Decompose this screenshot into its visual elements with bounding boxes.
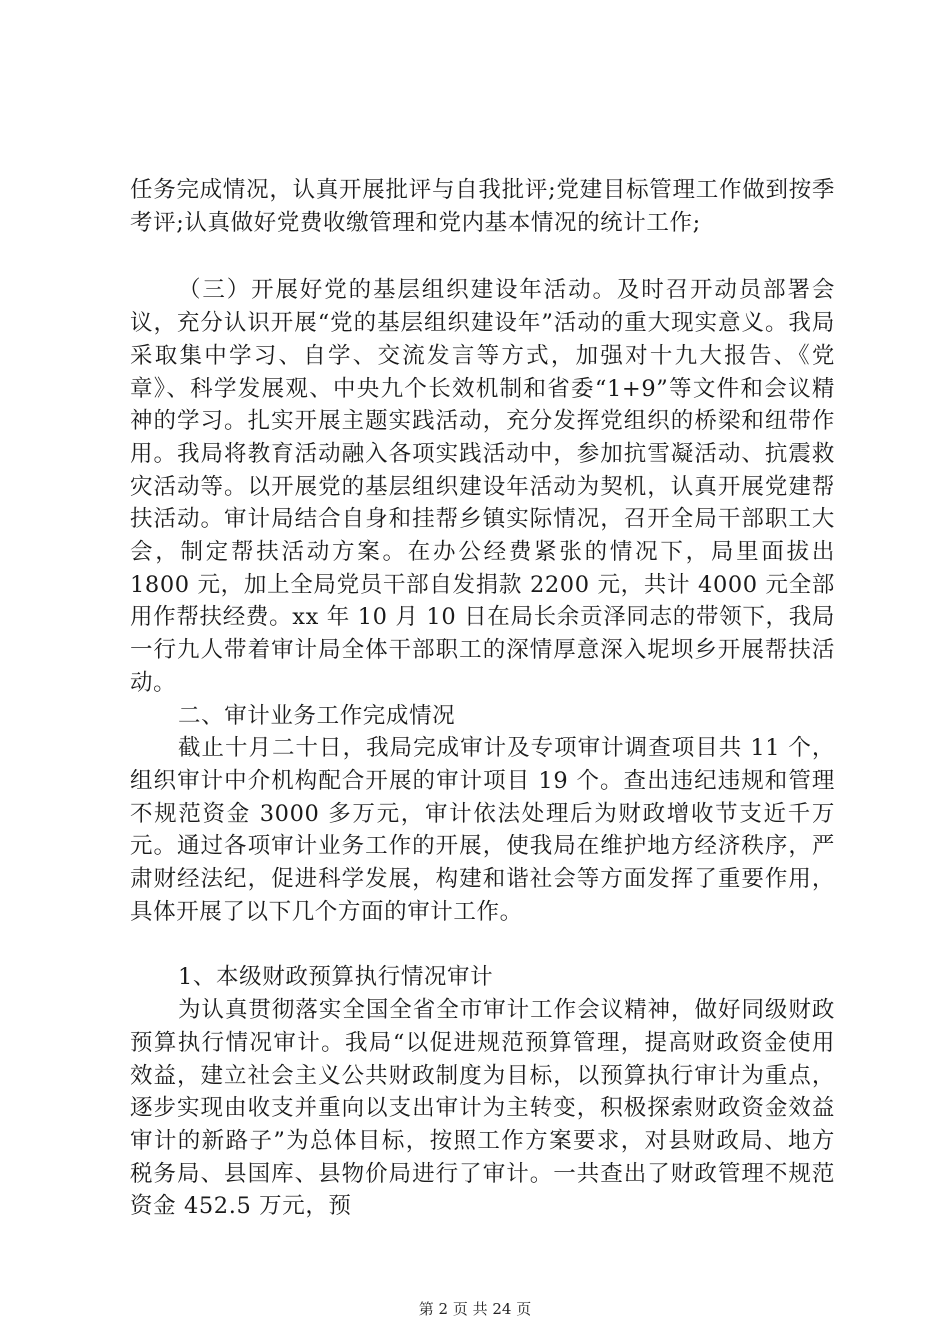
paragraph-audit-summary: 截止十月二十日，我局完成审计及专项审计调查项目共 11 个，组织审计中介机构配合开展的审计项目 19 个。查出违纪违规和管理不规范资金 3000 多万元，审计依法处理后为财政增收节支近千万元。通过各项审计业务工作的开展，使我局在维护地方经济秩序，严肃财经法纪，促进科学发展，构建和谐社会等方面发挥了重要作用，具体开展了以下几个方面的审计工作。 — [130, 735, 835, 925]
subheading-budget-execution-audit: 1、本级财政预算执行情况审计 — [178, 964, 494, 991]
paragraph-budget-execution-audit: 为认真贯彻落实全国全省全市审计工作会议精神，做好同级财政预算执行情况审计。我局“以促进规范预算管理，提高财政资金使用效益，建立社会主义公共财政制度为目标，以预算执行审计为重点，逐步实现由收支并重向以支出审计为主转变，积极探索财政资金效益审计的新路子”为总体目标，按照工作方案要求，对县财政局、地方税务局、县国库、县物价局进行了审计。一共查出了财政管理不规范资金 452.5 万元，预 — [130, 997, 835, 1220]
paragraph-party-building-tasks: 任务完成情况，认真开展批评与自我批评;党建目标管理工作做到按季考评;认真做好党费收缴管理和党内基本情况的统计工作; — [130, 177, 835, 236]
page-number-footer: 第 2 页 共 24 页 — [418, 1300, 532, 1318]
paragraph-grassroots-organization-year: （三）开展好党的基层组织建设年活动。及时召开动员部署会议，充分认识开展“党的基层组织建设年”活动的重大现实意义。我局采取集中学习、自学、交流发言等方式，加强对十九大报告、《党章》、科学发展观、中央九个长效机制和省委“1+9”等文件和会议精神的学习。扎实开展主题实践活动，充分发挥党组织的桥梁和纽带作用。我局将教育活动融入各项实践活动中，参加抗雪凝活动、抗震救灾活动等。以开展党的基层组织建设年活动为契机，认真开展党建帮扶活动。审计局结合自身和挂帮乡镇实际情况，召开全局干部职工大会，制定帮扶活动方案。在办公经费紧张的情况下，局里面拔出 1800 元，加上全局党员干部自发捐款 2200 元，共计 4000 元全部用作帮扶经费。xx 年 10 月 10 日在局长余贡泽同志的带领下，我局一行九人带着审计局全体干部职工的深情厚意深入坭坝乡开展帮扶活动。 — [130, 277, 835, 696]
document-body — [130, 174, 835, 1223]
section-heading-audit-business: 二、审计业务工作完成情况 — [178, 702, 456, 729]
